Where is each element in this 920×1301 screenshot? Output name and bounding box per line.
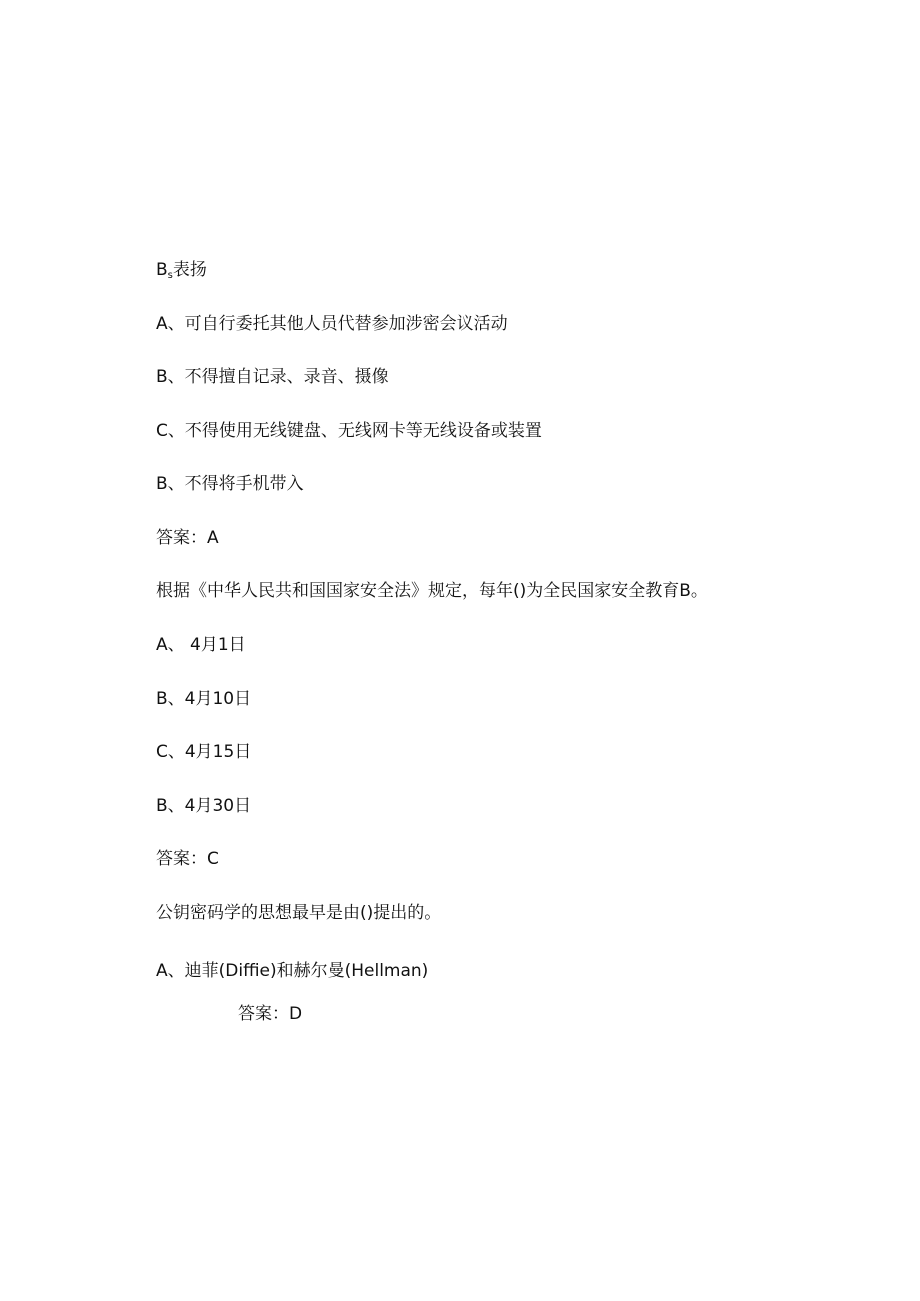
q3-option-a: A、迪菲(Diffie)和赫尔曼(Hellman) — [156, 961, 429, 981]
q3-question: 公钥密码学的思想最早是由()提出的。 — [156, 903, 442, 923]
q1-option-d: B、不得将手机带入 — [156, 474, 304, 494]
q3-answer: 答案：D — [238, 1004, 303, 1024]
q1-option-a: A、可自行委托其他人员代替参加涉密会议活动 — [156, 314, 508, 334]
q2-option-b: B、4月10日 — [156, 689, 252, 709]
q2-question: 根据《中华人民共和国国家安全法》规定，每年()为全民国家安全教育B。 — [156, 581, 708, 601]
q1-option-b: B、不得擅自记录、录音、摄像 — [156, 367, 389, 387]
q2-option-d: B、4月30日 — [156, 796, 252, 816]
q2-option-c: C、4月15日 — [156, 742, 252, 762]
fragment-subscript: s — [167, 270, 173, 281]
q2-option-a: A、 4月1日 — [156, 635, 246, 655]
question-fragment — [156, 259, 207, 287]
q1-option-c: C、不得使用无线键盘、无线网卡等无线设备或装置 — [156, 421, 542, 441]
q2-answer: 答案：C — [156, 849, 219, 869]
fragment-text: 表扬 — [172, 260, 207, 280]
fragment-prefix: B — [156, 260, 168, 280]
q1-answer: 答案：A — [156, 528, 219, 548]
